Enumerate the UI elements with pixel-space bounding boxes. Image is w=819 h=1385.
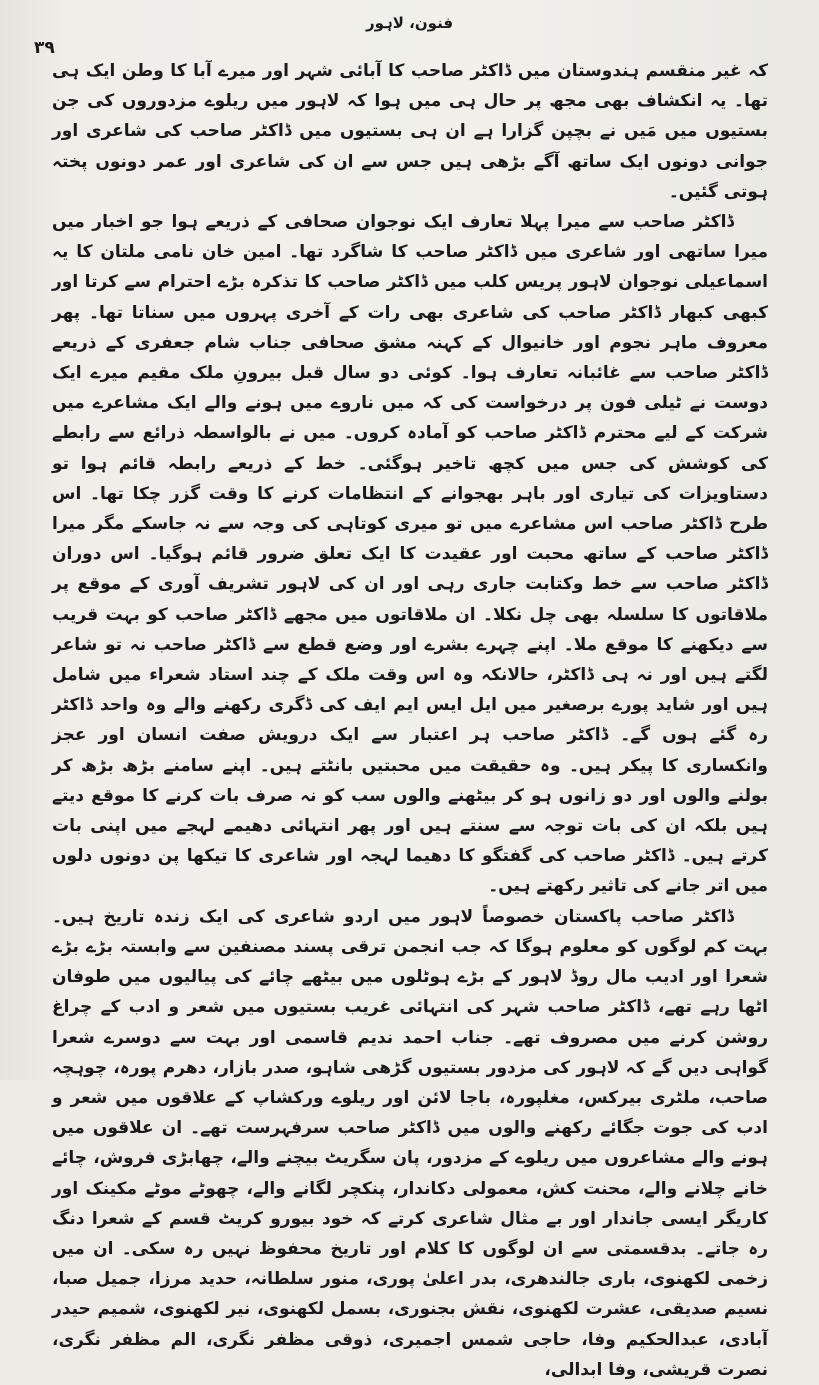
body-text — [52, 56, 768, 1380]
page-number: ۳۹ — [34, 38, 55, 58]
paragraph: ڈاکٹر صاحب پاکستان خصوصاً لاہور میں اردو شاعری کی ایک زندہ تاریخ ہیں۔ بہت کم لوگوں کو معلوم ہوگا کہ جب انجمن ترقی پسند مصنفین سے وابستہ بڑے بڑے شعرا اور ادیب مال روڈ لاہور کے بڑے ہوٹلوں میں بیٹھے چائے کی پیالیوں میں طوفان اٹھا رہے تھے، ڈاکٹر صاحب شہر کی انتہائی غریب بستیوں میں شعر و ادب کے چراغ روشن کرنے میں مصروف تھے۔ جناب احمد ندیم قاسمی اور بہت سے دوسرے شعرا گواہی دیں گے کہ لاہور کی مزدور بستیوں گڑھی شاہو، صدر بازار، دھرم پورہ، چوہچہ صاحب، ملٹری بیرکس، مغلپورہ، باجا لائن اور ریلوے ورکشاپ کے علاقوں میں شعر و ادب کی جوت جگائے رکھنے والوں میں ڈاکٹر صاحب سرفہرست تھے۔ ان علاقوں میں ہونے والے مشاعروں میں ریلوے کے مزدور، پان سگریٹ بیچنے والے، چھابڑی فروش، چائے خانے چلانے والے، محنت کش، معمولی دکاندار، پنکچر لگانے والے، چھوٹے موٹے مکینک اور کاریگر ایسی جاندار اور بے مثال شاعری کرتے کہ خود بیورو کریٹ قسم کے شعرا دنگ رہ جاتے۔ بدقسمتی سے ان لوگوں کا کلام اور تاریخ محفوظ نہیں رہ سکی۔ ان میں زخمی لکھنوی، باری جالندھری، بدر اعلیٰ پوری، منور سلطانہ، حدید مرزا، جمیل صبا، نسیم صدیقی، عشرت لکھنوی، نقش بجنوری، بسمل لکھنوی، نیر لکھنوی، شمیم حیدر آبادی، عبدالحکیم وفا، حاجی شمس اجمیری، ذوقی مظفر نگری، الم مظفر نگری، نصرت قریشی، وفا ابدالی، — [52, 906, 768, 1380]
paragraph: کہ غیر منقسم ہندوستان میں ڈاکٹر صاحب کا آبائی شہر اور میرے آبا کا وطن ایک ہی تھا۔ یہ انکشاف بھی مجھ پر حال ہی میں ہوا کہ لاہور میں ریلوے مزدوروں کی جن بستیوں میں مَیں نے بچپن گزارا ہے ان ہی بستیوں میں ڈاکٹر صاحب کی شاعری اور جوانی دونوں ایک ساتھ آگے بڑھی ہیں جس سے ان کی شاعری اور عمر دونوں پختہ ہوتی گئیں۔ — [52, 61, 768, 202]
paragraph: ڈاکٹر صاحب سے میرا پہلا تعارف ایک نوجوان صحافی کے ذریعے ہوا جو اخبار میں میرا ساتھی اور شاعری میں ڈاکٹر صاحب کا شاگرد تھا۔ امین خان نامی ملتان کا یہ اسماعیلی نوجوان لاہور پریس کلب میں ڈاکٹر صاحب کا تذکرہ بڑے احترام سے کرتا اور کبھی کبھار ڈاکٹر صاحب کی شاعری بھی رات کے آخری پہروں میں سناتا تھا۔ پھر معروف ماہر نجوم اور خانیوال کے کہنہ مشق صحافی جناب شام جعفری کے ذریعے ڈاکٹر صاحب سے غائبانہ تعارف ہوا۔ کوئی دو سال قبل بیرونِ ملک مقیم میرے ایک دوست نے ٹیلی فون پر درخواست کی کہ میں ناروے میں ہونے والے ایک مشاعرے میں شرکت کے لیے محترم ڈاکٹر صاحب کو آمادہ کروں۔ میں نے بالواسطہ ذرائع سے رابطے کی کوشش کی جس میں کچھ تاخیر ہوگئی۔ خط کے ذریعے رابطہ قائم ہوا تو دستاویزات کی تیاری اور باہر بھجوانے کے انتظامات کرنے کا وقت گزر چکا تھا۔ اس طرح ڈاکٹر صاحب اس مشاعرے میں تو میری کوتاہی کی وجہ سے نہ جاسکے مگر میرا ڈاکٹر صاحب کے ساتھ محبت اور عقیدت کا ایک تعلق ضرور قائم ہوگیا۔ اس دوران ڈاکٹر صاحب سے خط وکتابت جاری رہی اور ان کی لاہور تشریف آوری کے موقع پر ملاقاتوں کا سلسلہ بھی چل نکلا۔ ان ملاقاتوں میں مجھے ڈاکٹر صاحب کو بہت قریب سے دیکھنے کا موقع ملا۔ اپنے چہرے بشرے اور وضع قطع سے ڈاکٹر صاحب نہ تو شاعر لگتے ہیں اور نہ ہی ڈاکٹر، حالانکہ وہ اس وقت ملک کے چند استاد شعراء میں شامل ہیں اور شاید پورے برصغیر میں ایل ایس ایم ایف کی ڈگری رکھنے والے وہ واحد ڈاکٹر رہ گئے ہوں گے۔ ڈاکٹر صاحب ہر اعتبار سے ایک درویش صفت انسان اور عجز وانکساری کا پیکر ہیں۔ وہ حقیقت میں محبتیں بانٹتے ہیں۔ اپنے سامنے بڑھ بڑھ کر بولنے والوں اور دو زانوں ہو کر بیٹھنے والوں سب کو نہ صرف بات کرنے کا موقع دیتے ہیں بلکہ ان کی بات توجہ سے سنتے ہیں اور پھر انتہائی دھیمے لہجے میں اپنی بات کرتے ہیں۔ ڈاکٹر صاحب کی گفتگو کا دھیما لہجہ اور شاعری کا تیکھا پن دونوں دلوں میں اتر جانے کی تاثیر رکھتے ہیں۔ — [52, 212, 768, 897]
running-header: فنون، لاہور — [365, 14, 454, 32]
